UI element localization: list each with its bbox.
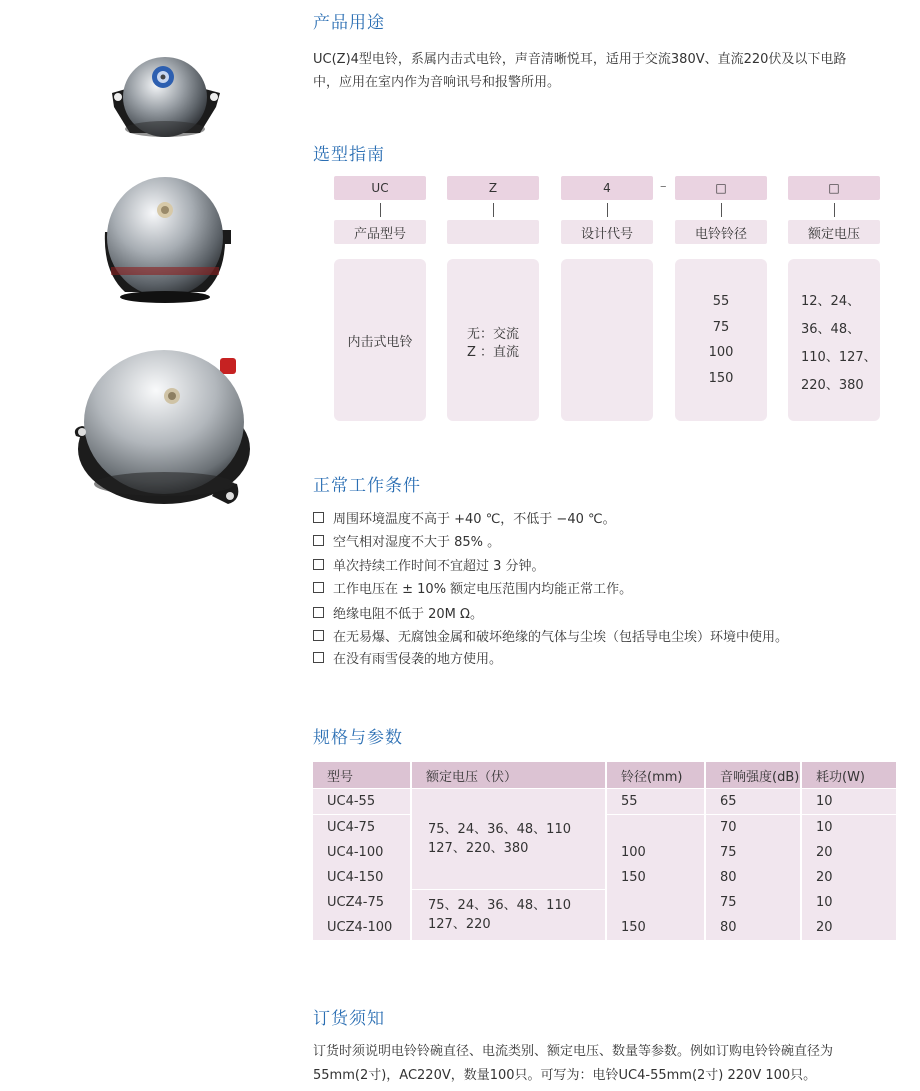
condition-item: 绝缘电阻不低于 20M Ω。 <box>313 603 483 622</box>
connector-line <box>380 203 381 217</box>
detail-voltage-line: 220、380 <box>801 378 864 393</box>
voltage-ac-line: 127、220、380 <box>428 841 529 856</box>
cell-diameter <box>607 815 704 840</box>
usage-line-2: 中，应用在室内作为音响讯号和报警所用。 <box>313 75 561 90</box>
detail-current-dc: Z ：直流 <box>467 345 520 360</box>
voltage-ac-line: 75、24、36、48、110 <box>428 822 571 837</box>
connector-line <box>493 203 494 217</box>
connector-line <box>834 203 835 217</box>
detail-box-type <box>334 259 426 421</box>
detail-diameter-value: 100 <box>708 345 734 360</box>
cell-voltage-ac <box>412 789 605 889</box>
code-separator: – <box>660 179 667 194</box>
col-header-power: 耗功(W) <box>802 762 896 788</box>
cell-db: 65 <box>706 789 800 814</box>
cell-power: 10 <box>802 815 896 840</box>
detail-box-design <box>561 259 653 421</box>
name-box-voltage: 额定电压 <box>788 220 880 244</box>
voltage-dc-line: 127、220 <box>428 917 491 932</box>
cell-model: UCZ4-75 <box>313 890 410 915</box>
detail-voltage-line: 12、24、 <box>801 294 861 309</box>
cell-model: UC4-100 <box>313 840 410 865</box>
detail-box-voltage <box>788 259 880 421</box>
guide-heading: 选型指南 <box>313 145 385 165</box>
cell-power: 20 <box>802 865 896 890</box>
code-box-design: 4 <box>561 176 653 200</box>
detail-diameter-value: 55 <box>712 294 730 309</box>
cell-db: 70 <box>706 815 800 840</box>
detail-voltage-line: 110、127、 <box>801 350 877 365</box>
col-header-db: 音响强度(dB) <box>706 762 800 788</box>
detail-current-ac: 无：交流 <box>467 327 520 342</box>
specs-heading: 规格与参数 <box>313 728 403 748</box>
checkbox-icon <box>313 535 324 546</box>
order-line-1: 订货时须说明电铃铃碗直径、电流类别、额定电压、数量等参数。例如订购电铃铃碗直径为 <box>313 1044 834 1059</box>
condition-item: 周围环境温度不高于 +40 ℃，不低于 −40 ℃。 <box>313 508 616 527</box>
conditions-heading: 正常工作条件 <box>313 476 421 496</box>
cell-db: 75 <box>706 890 800 915</box>
name-box-current <box>447 220 539 244</box>
cell-db: 80 <box>706 865 800 890</box>
detail-diameter-value: 75 <box>712 320 730 335</box>
col-header-model: 型号 <box>313 762 410 788</box>
cell-db: 75 <box>706 840 800 865</box>
cell-power: 10 <box>802 789 896 814</box>
usage-heading: 产品用途 <box>313 13 385 33</box>
name-box-type: 产品型号 <box>334 220 426 244</box>
condition-item: 工作电压在 ± 10% 额定电压范围内均能正常工作。 <box>313 578 632 597</box>
checkbox-icon <box>313 582 324 593</box>
cell-power: 10 <box>802 890 896 915</box>
checkbox-icon <box>313 512 324 523</box>
code-box-voltage: □ <box>788 176 880 200</box>
cell-diameter: 150 <box>607 915 704 940</box>
order-line-2: 55mm(2寸)，AC220V，数量100只。可写为：电铃UC4-55mm(2寸) 220V 100只。 <box>313 1068 817 1083</box>
cell-db: 80 <box>706 915 800 940</box>
usage-line-1: UC(Z)4型电铃，系属内击式电铃，声音清晰悦耳，适用于交流380V、直流220伏及以下电路 <box>313 52 847 67</box>
checkbox-icon <box>313 630 324 641</box>
connector-line <box>607 203 608 217</box>
col-header-diameter: 铃径(mm) <box>607 762 704 788</box>
checkbox-icon <box>313 652 324 663</box>
order-heading: 订货须知 <box>313 1009 385 1029</box>
name-box-design: 设计代号 <box>561 220 653 244</box>
condition-item: 在无易爆、无腐蚀金属和破坏绝缘的气体与尘埃（包括导电尘埃）环境中使用。 <box>313 626 788 645</box>
checkbox-icon <box>313 559 324 570</box>
name-box-diameter: 电铃铃径 <box>675 220 767 244</box>
detail-diameter-value: 150 <box>708 371 734 386</box>
voltage-dc-line: 75、24、36、48、110 <box>428 898 571 913</box>
condition-item: 空气相对湿度不大于 85% 。 <box>313 531 500 550</box>
cell-diameter: 150 <box>607 865 704 890</box>
cell-power: 20 <box>802 915 896 940</box>
code-box-current: Z <box>447 176 539 200</box>
cell-model: UC4-150 <box>313 865 410 890</box>
cell-model: UCZ4-100 <box>313 915 410 940</box>
detail-box-current <box>447 259 539 421</box>
cell-power: 20 <box>802 840 896 865</box>
cell-model: UC4-55 <box>313 789 410 814</box>
bell-large-image <box>72 344 257 512</box>
cell-voltage-dc <box>412 890 605 940</box>
cell-diameter: 55 <box>607 789 704 814</box>
detail-voltage-line: 36、48、 <box>801 322 861 337</box>
bell-small-image <box>100 45 230 150</box>
connector-line <box>721 203 722 217</box>
condition-item: 单次持续工作时间不宜超过 3 分钟。 <box>313 555 545 574</box>
code-box-type: UC <box>334 176 426 200</box>
cell-diameter: 100 <box>607 840 704 865</box>
code-box-diameter: □ <box>675 176 767 200</box>
checkbox-icon <box>313 607 324 618</box>
col-header-voltage: 额定电压（伏） <box>412 762 605 788</box>
condition-item: 在没有雨雪侵袭的地方使用。 <box>313 648 502 667</box>
cell-model: UC4-75 <box>313 815 410 840</box>
cell-diameter <box>607 890 704 915</box>
detail-box-diameter <box>675 259 767 421</box>
detail-type-text: 内击式电铃 <box>347 335 413 350</box>
bell-medium-image <box>95 172 235 307</box>
